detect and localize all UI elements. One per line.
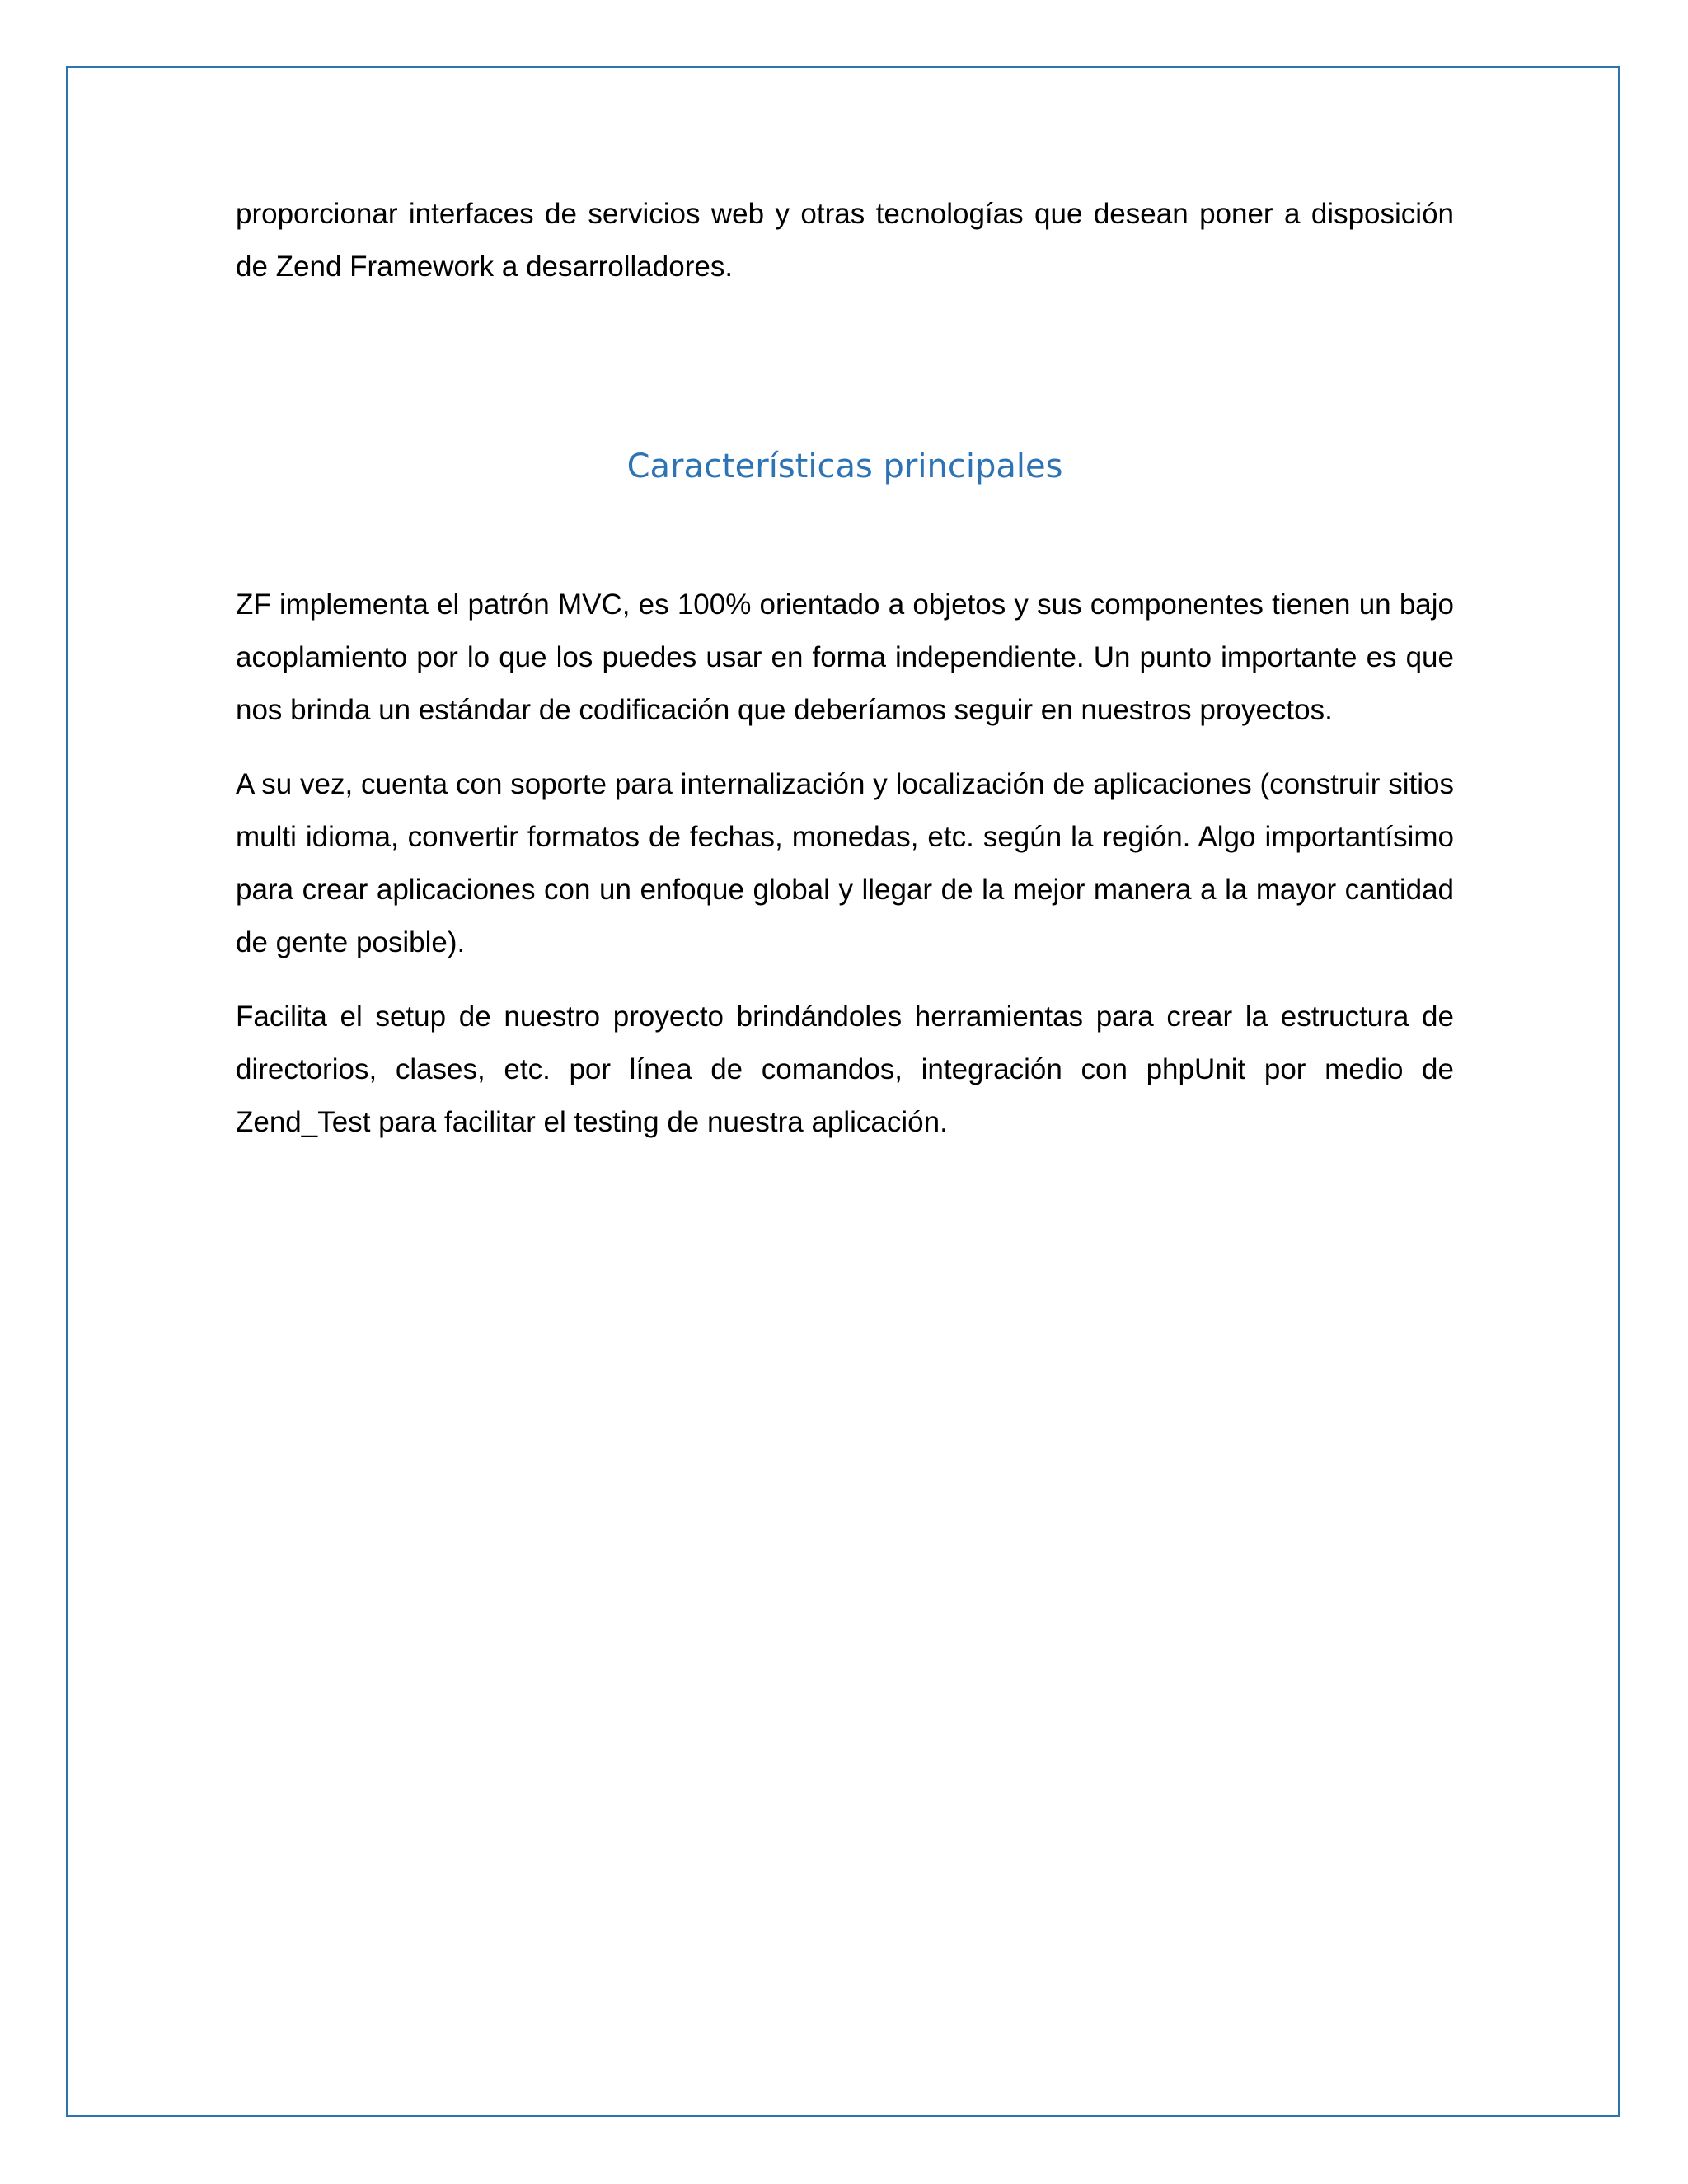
body-paragraph: ZF implementa el patrón MVC, es 100% orientado a objetos y sus componentes tienen un bajo acoplamiento por lo que los puedes usar en forma independiente. Un punto importante es que nos brinda un estándar de codificación que deberíamos seguir en nuestros proyectos. [236,588,1454,726]
intro-paragraph: proporcionar interfaces de servicios web y otras tecnologías que desean poner a disposición de Zend Framework a desarrolladores. [236,198,1454,283]
intro-block [236,188,1454,293]
section-heading: Características principales [626,448,1063,485]
section-body [236,579,1454,1149]
body-paragraph: Facilita el setup de nuestro proyecto brindándoles herramientas para crear la estructura de directorios, clases, etc. por línea de comandos, integración con phpUnit por medio de Zend_Test para facilitar el testing de nuestra aplicación. [236,1001,1454,1138]
body-paragraph: A su vez, cuenta con soporte para internalización y localización de aplicaciones (construir sitios multi idioma, convertir formatos de fechas, monedas, etc. según la región. Algo importantísimo para crear aplicaciones con un enfoque global y llegar de la mejor manera a la mayor cantidad de gente posible). [236,768,1454,958]
